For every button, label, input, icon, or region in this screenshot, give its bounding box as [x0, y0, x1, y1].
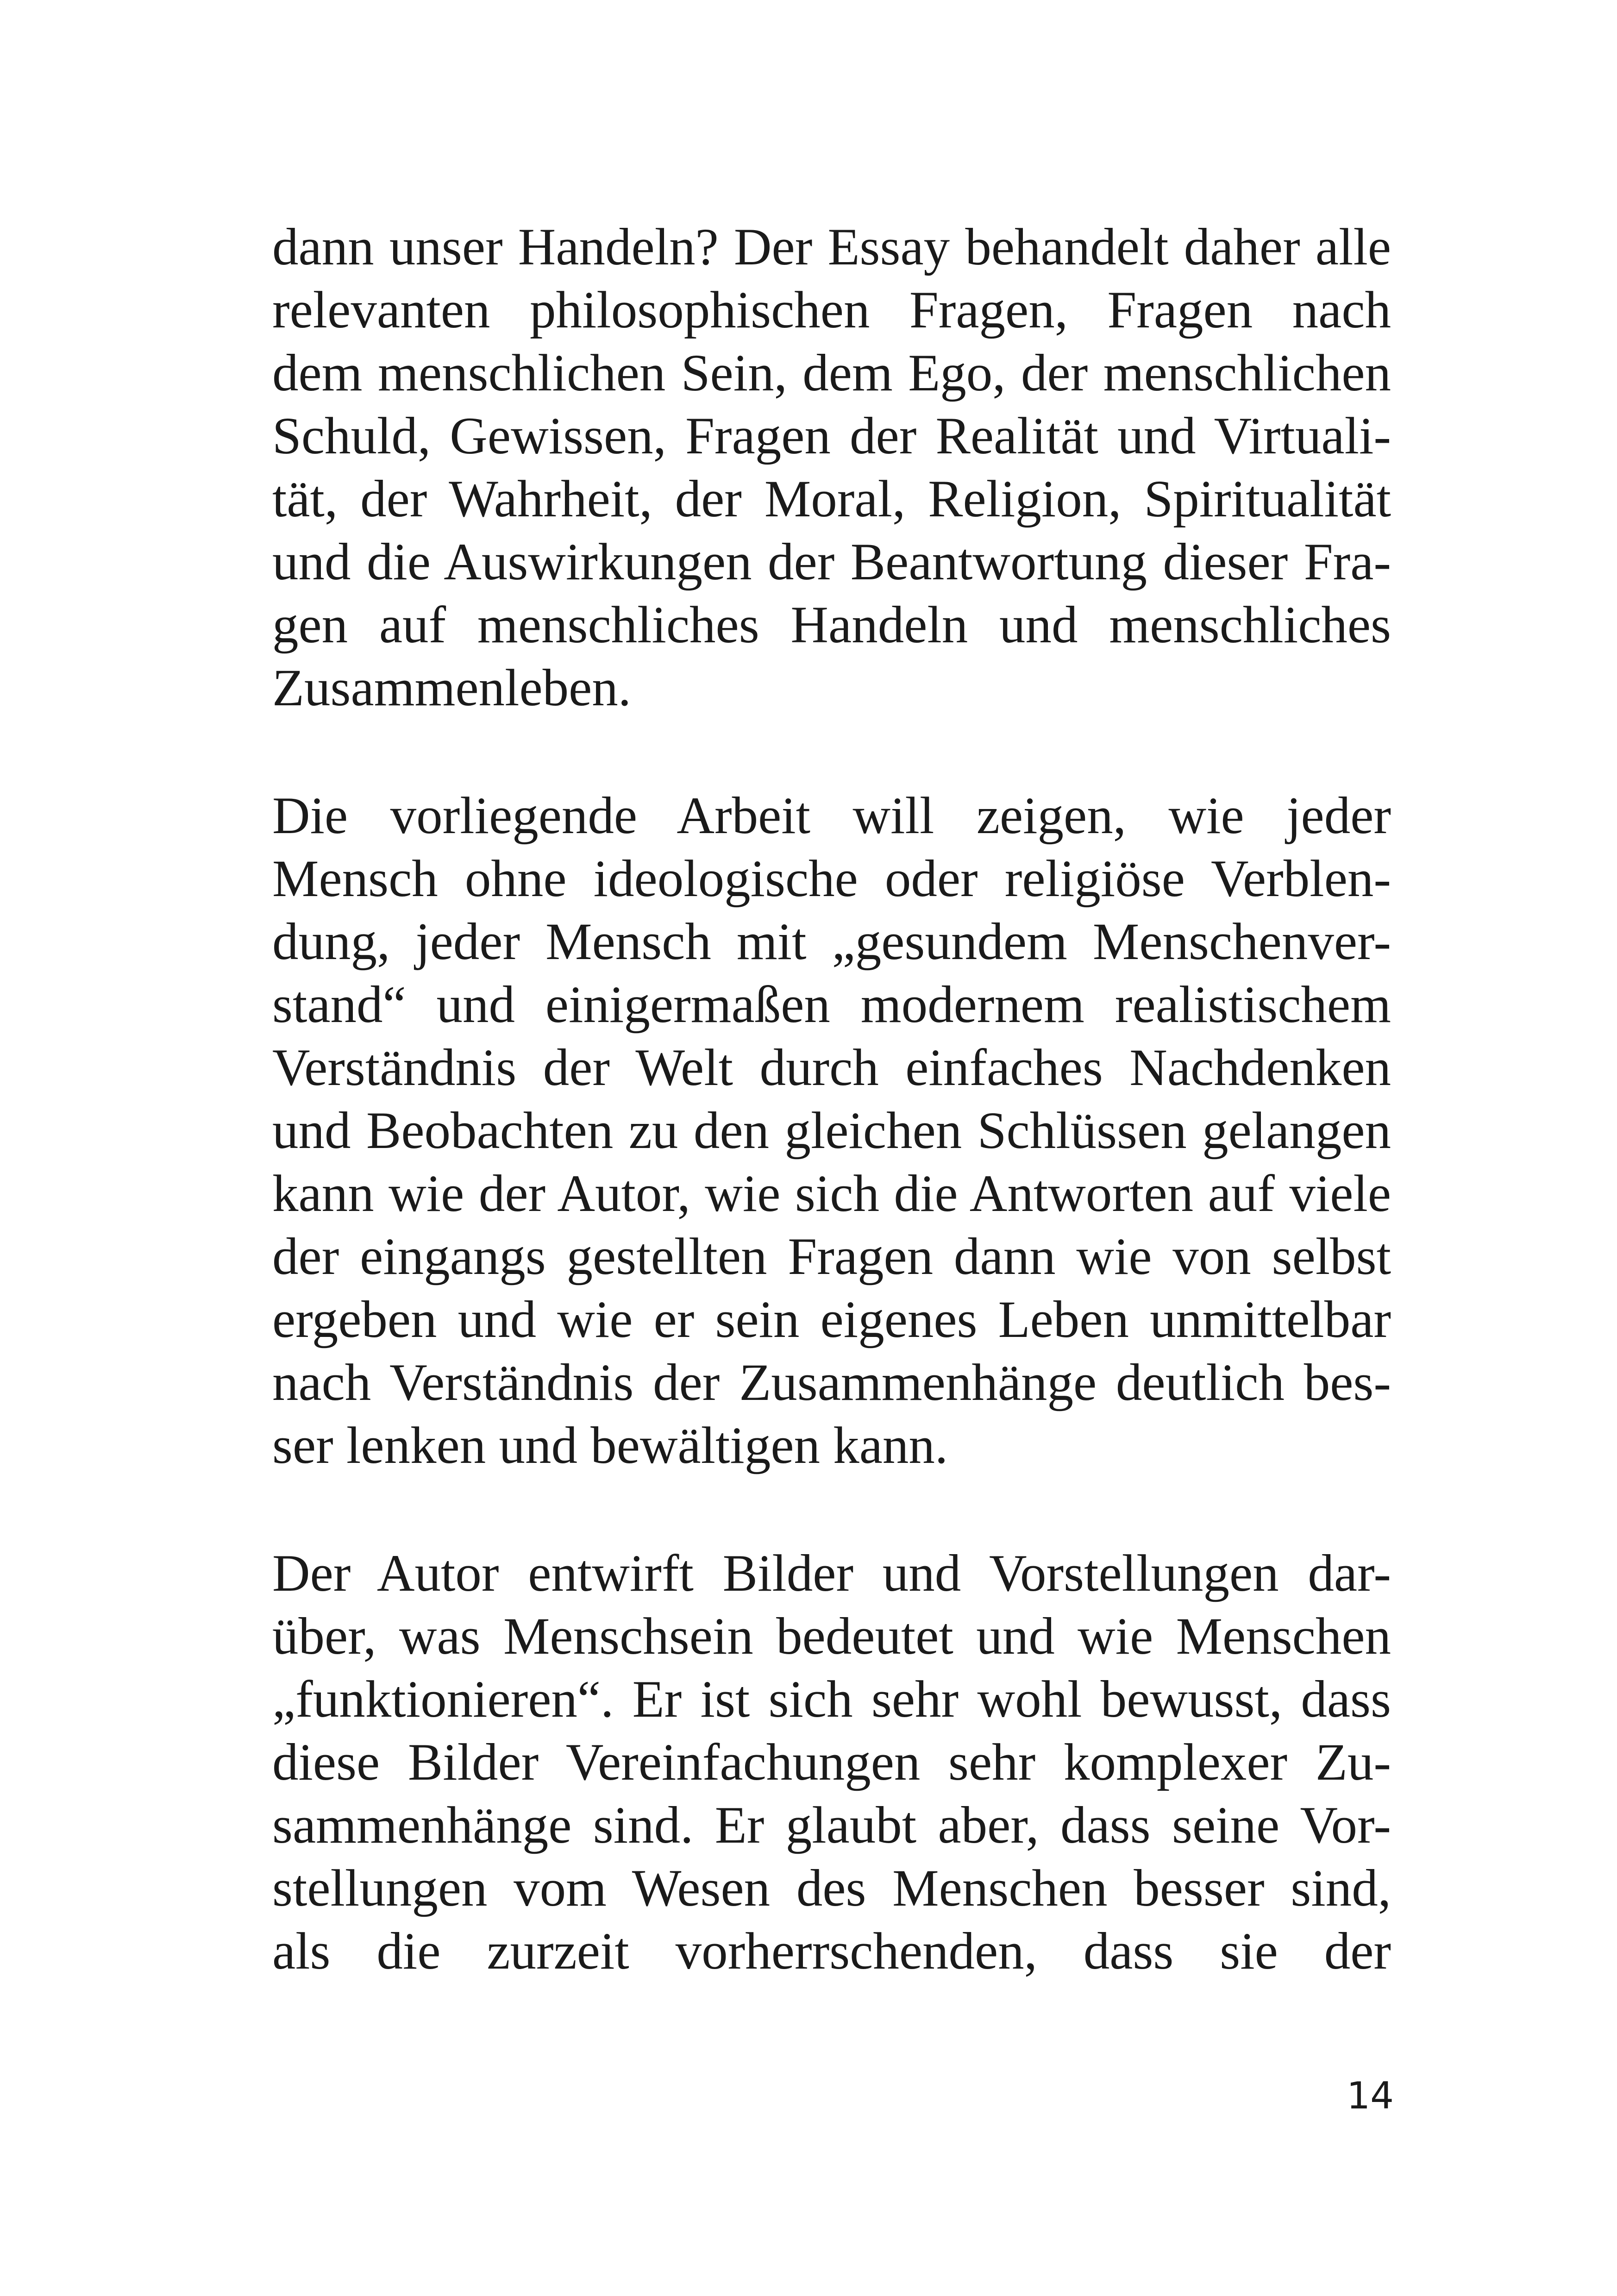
text-line: „funktionieren“. Er ist sich sehr wohl bewusst, dass — [272, 1670, 1391, 1728]
text-line: dann unser Handeln? Der Essay behandelt daher alle — [272, 218, 1391, 276]
text-line: dem menschlichen Sein, dem Ego, der menschlichen — [272, 344, 1391, 402]
paragraph-2 — [272, 784, 1391, 1477]
text-line: stand“ und einigermaßen modernem realistischem — [272, 976, 1391, 1034]
paragraph-3 — [272, 1542, 1391, 1983]
text-line: Verständnis der Welt durch einfaches Nachdenken — [272, 1039, 1391, 1097]
paragraph-spacer — [272, 1477, 1391, 1542]
text-line: und die Auswirkungen der Beantwortung dieser Fra- — [272, 533, 1391, 591]
page-number: 14 — [1347, 2074, 1394, 2117]
body-text — [272, 216, 1391, 1983]
text-line: Schuld, Gewissen, Fragen der Realität und Virtuali- — [272, 407, 1391, 465]
text-line: Mensch ohne ideologische oder religiöse Verblen- — [272, 850, 1391, 908]
text-line: nach Verständnis der Zusammenhänge deutlich bes- — [272, 1354, 1391, 1411]
text-line: dung, jeder Mensch mit „gesundem Menschenver- — [272, 913, 1391, 971]
text-line: diese Bilder Vereinfachungen sehr komplexer Zu- — [272, 1733, 1391, 1791]
text-line: Zusammenleben. — [272, 659, 632, 717]
text-line: sammenhänge sind. Er glaubt aber, dass seine Vor- — [272, 1796, 1391, 1854]
text-line: als die zurzeit vorherrschenden, dass sie der — [272, 1922, 1391, 1980]
text-line: ser lenken und bewältigen kann. — [272, 1417, 948, 1474]
text-line: tät, der Wahrheit, der Moral, Religion, Spiritualität — [272, 470, 1391, 528]
text-line: kann wie der Autor, wie sich die Antworten auf viele — [272, 1165, 1391, 1223]
text-line: stellungen vom Wesen des Menschen besser sind, — [272, 1859, 1391, 1917]
text-line: und Beobachten zu den gleichen Schlüssen gelangen — [272, 1102, 1391, 1160]
text-line: ergeben und wie er sein eigenes Leben unmittelbar — [272, 1291, 1391, 1349]
text-line: der eingangs gestellten Fragen dann wie von selbst — [272, 1228, 1391, 1286]
text-line: Der Autor entwirft Bilder und Vorstellungen dar- — [272, 1544, 1391, 1602]
text-line: Die vorliegende Arbeit will zeigen, wie jeder — [272, 787, 1391, 845]
text-line: über, was Menschsein bedeutet und wie Menschen — [272, 1607, 1391, 1665]
paragraph-spacer — [272, 720, 1391, 784]
paragraph-1 — [272, 216, 1391, 720]
text-line: relevanten philosophischen Fragen, Fragen nach — [272, 281, 1391, 339]
text-line: gen auf menschliches Handeln und menschliches — [272, 596, 1391, 654]
